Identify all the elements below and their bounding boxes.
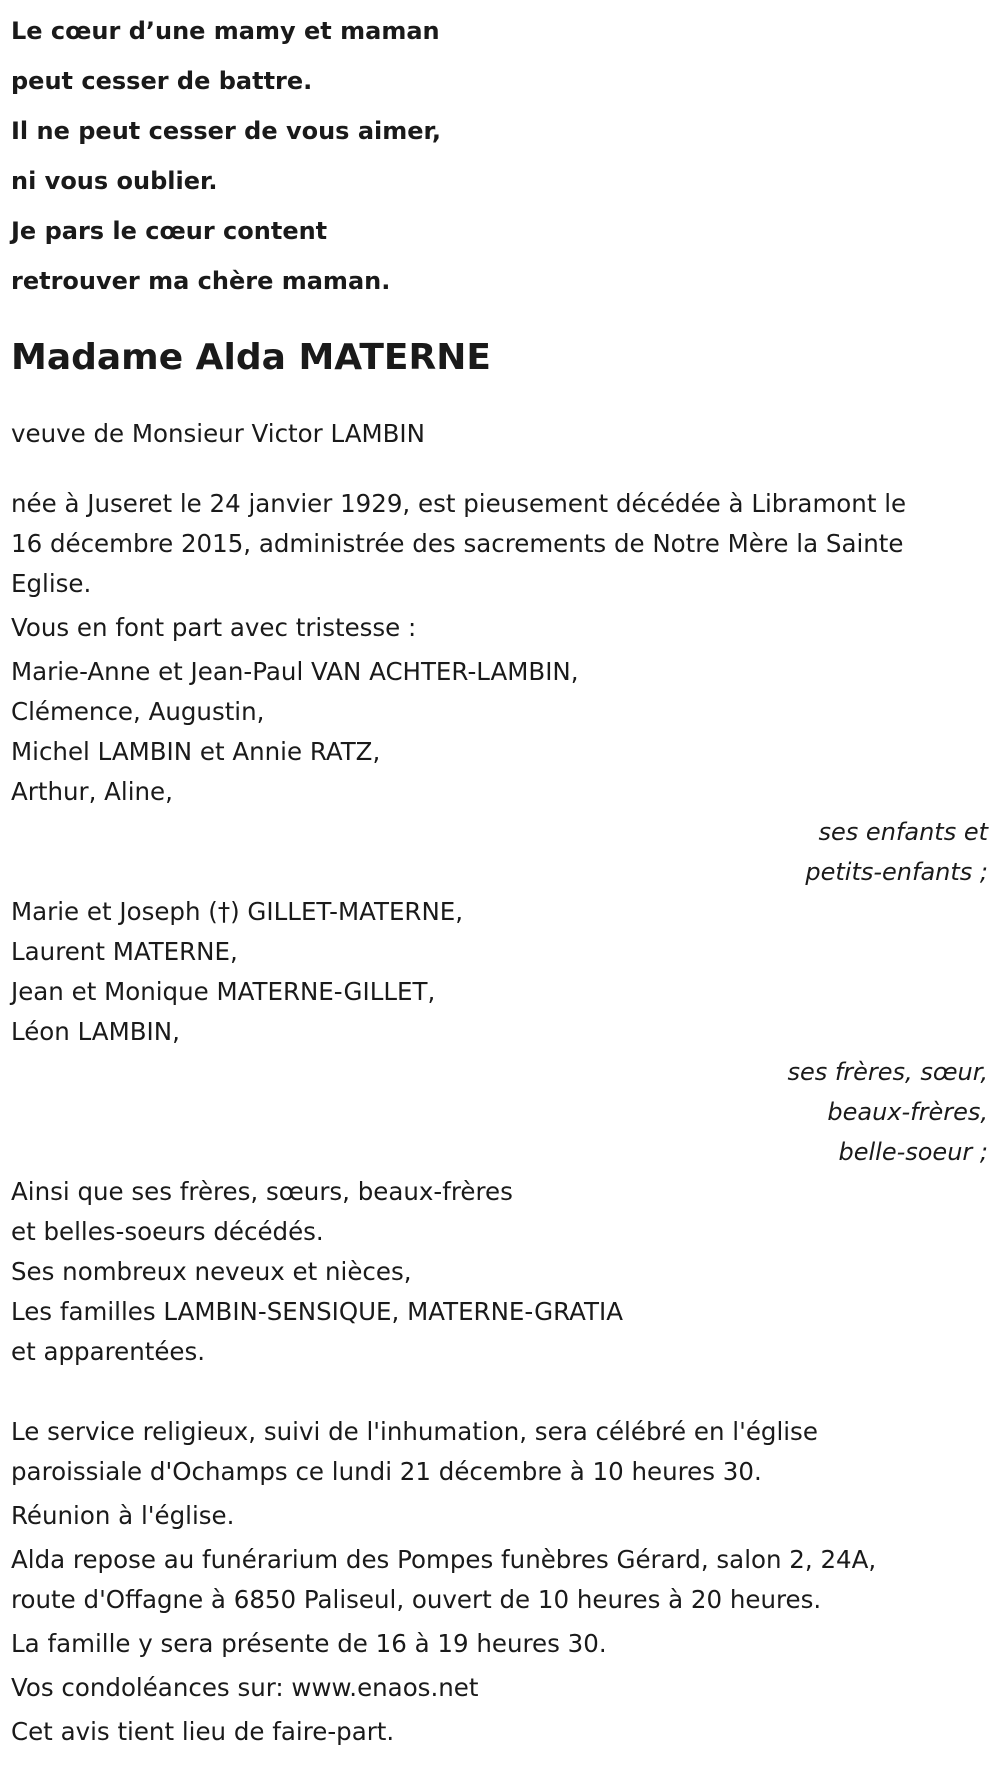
children-list xyxy=(11,652,1000,812)
others-line: et apparentées. xyxy=(11,1337,206,1366)
siblings-line: Marie et Joseph (†) GILLET-MATERNE, xyxy=(11,897,464,926)
condolences: Vos condoléances sur: www.enaos.net xyxy=(11,1673,479,1702)
service-line: paroissiale d'Ochamps ce lundi 21 décembre à 10 heures 30. xyxy=(11,1457,762,1486)
meeting-info: Réunion à l'église. xyxy=(11,1501,235,1530)
poem xyxy=(11,0,1000,306)
birth-death-line: Eglise. xyxy=(11,569,92,598)
siblings-label-line: ses frères, sœur, xyxy=(787,1058,988,1086)
family-present: La famille y sera présente de 16 à 19 heures 30. xyxy=(11,1629,607,1658)
children-line: Arthur, Aline, xyxy=(11,777,173,806)
poem-line: peut cesser de battre. xyxy=(11,67,313,95)
announce: Vous en font part avec tristesse : xyxy=(11,613,417,642)
children-line: Clémence, Augustin, xyxy=(11,697,265,726)
siblings-label xyxy=(11,1052,1000,1172)
birth-death xyxy=(11,484,1000,604)
siblings-list xyxy=(11,892,1000,1052)
children-label-line: petits-enfants ; xyxy=(805,858,988,886)
poem-line: Il ne peut cesser de vous aimer, xyxy=(11,117,441,145)
siblings-line: Jean et Monique MATERNE-GILLET, xyxy=(11,977,436,1006)
rest-line: Alda repose au funérarium des Pompes funèbres Gérard, salon 2, 24A, xyxy=(11,1545,877,1574)
poem-line: Je pars le cœur content xyxy=(11,217,328,245)
deceased-name: Madame Alda MATERNE xyxy=(11,337,491,378)
widow-of: veuve de Monsieur Victor LAMBIN xyxy=(11,419,425,448)
service-info xyxy=(11,1412,1000,1492)
birth-death-line: née à Juseret le 24 janvier 1929, est pieusement décédée à Libramont le xyxy=(11,489,907,518)
rest-line: route d'Offagne à 6850 Paliseul, ouvert de 10 heures à 20 heures. xyxy=(11,1585,822,1614)
poem-line: ni vous oublier. xyxy=(11,167,218,195)
siblings-label-line: belle-soeur ; xyxy=(838,1138,988,1166)
children-label-line: ses enfants et xyxy=(818,818,988,846)
children-label xyxy=(11,812,1000,892)
notice: Cet avis tient lieu de faire-part. xyxy=(11,1717,395,1746)
others-line: et belles-soeurs décédés. xyxy=(11,1217,324,1246)
rest-info xyxy=(11,1540,1000,1620)
children-line: Marie-Anne et Jean-Paul VAN ACHTER-LAMBIN, xyxy=(11,657,579,686)
birth-death-line: 16 décembre 2015, administrée des sacrements de Notre Mère la Sainte xyxy=(11,529,904,558)
siblings-line: Léon LAMBIN, xyxy=(11,1017,180,1046)
siblings-label-line: beaux-frères, xyxy=(827,1098,988,1126)
others-line: Les familles LAMBIN-SENSIQUE, MATERNE-GRATIA xyxy=(11,1297,623,1326)
children-line: Michel LAMBIN et Annie RATZ, xyxy=(11,737,381,766)
others-line: Ainsi que ses frères, sœurs, beaux-frères xyxy=(11,1177,513,1206)
poem-line: Le cœur d’une mamy et maman xyxy=(11,17,440,45)
poem-line: retrouver ma chère maman. xyxy=(11,267,391,295)
others-line: Ses nombreux neveux et nièces, xyxy=(11,1257,412,1286)
siblings-line: Laurent MATERNE, xyxy=(11,937,238,966)
others-list xyxy=(11,1172,1000,1372)
service-line: Le service religieux, suivi de l'inhumation, sera célébré en l'église xyxy=(11,1417,818,1446)
